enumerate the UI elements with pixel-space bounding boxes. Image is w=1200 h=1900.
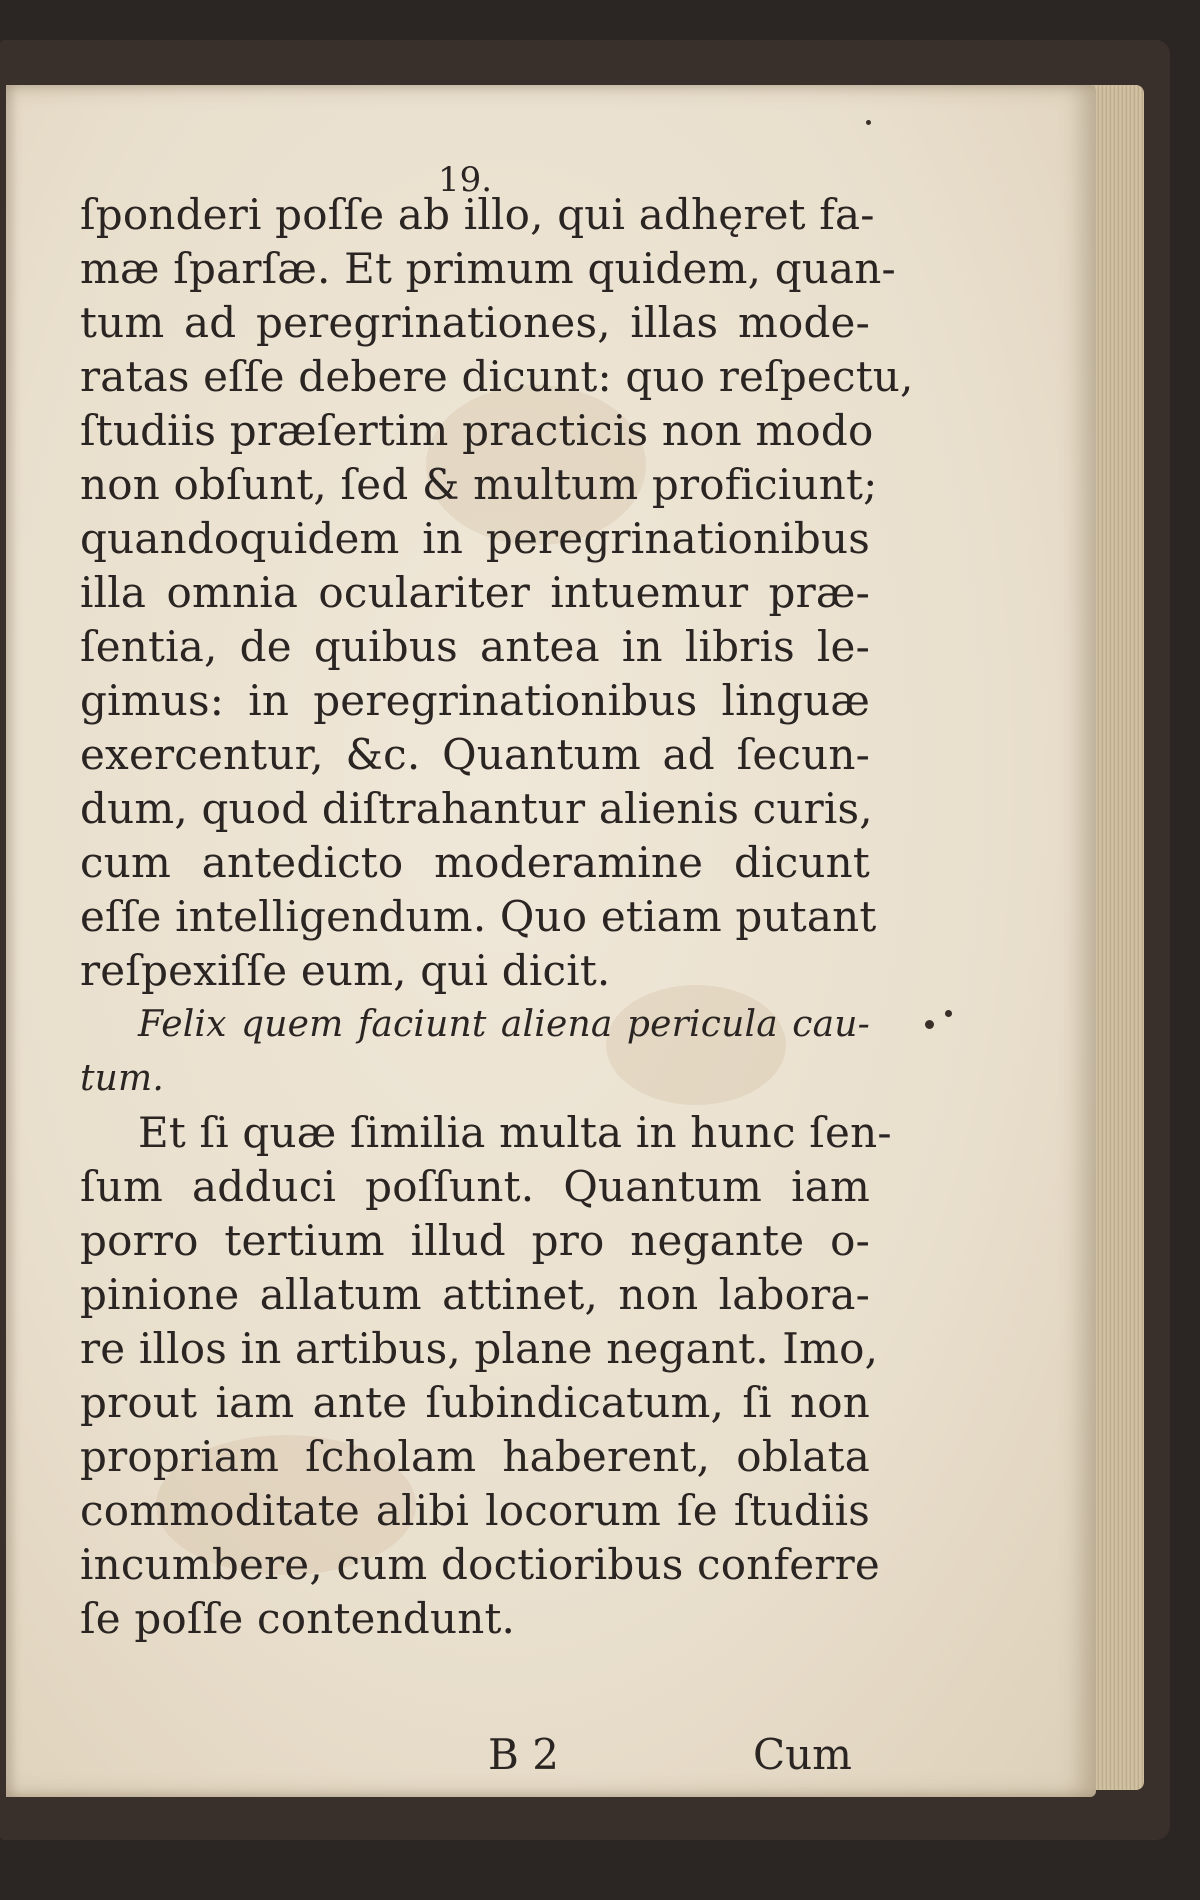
ink-speck [925, 1020, 934, 1029]
text-line: gimus: in peregrinationibus linguæ [80, 676, 870, 725]
text-line: porro tertium illud pro negante o- [80, 1216, 870, 1265]
text-line: ſponderi poſſe ab illo, qui adhęret fa- [80, 190, 875, 239]
text-line: Et ſi quæ ſimilia multa in hunc ſen- [138, 1108, 892, 1157]
text-line: quandoquidem in peregrinationibus [80, 514, 870, 563]
ink-speck [866, 120, 871, 125]
verse-line: Felix quem faciunt aliena pericula cau- [138, 1004, 870, 1045]
text-line: tum ad peregrinationes, illas mode- [80, 298, 870, 347]
text-line: prout iam ante ſubindicatum, ſi non [80, 1378, 870, 1427]
text-line: ſentia, de quibus antea in libris le- [80, 622, 870, 671]
text-line: ſtudiis præſertim practicis non modo [80, 406, 874, 455]
text-line: exercentur, &c. Quantum ad ſecun- [80, 730, 870, 779]
text-line: dum, quod diſtrahantur alienis curis, [80, 784, 873, 833]
text-line: ratas eſſe debere dicunt: quo reſpectu, [80, 352, 914, 401]
text-line: propriam ſcholam haberent, oblata [80, 1432, 870, 1481]
text-line: incumbere, cum doctioribus conferre [80, 1540, 880, 1589]
verse-line: tum. [80, 1058, 165, 1099]
catchword: Cum [753, 1730, 853, 1779]
text-line: non obſunt, ſed & multum proficiunt; [80, 460, 878, 509]
text-line: pinione allatum attinet, non labora- [80, 1270, 870, 1319]
text-line: cum antedicto moderamine dicunt [80, 838, 870, 887]
body-text [80, 188, 914, 1646]
text-line: mæ ſparſæ. Et primum quidem, quan- [80, 244, 896, 293]
text-line: commoditate alibi locorum ſe ſtudiis [80, 1486, 870, 1535]
text-line: reſpexiſſe eum, qui dicit. [80, 946, 611, 995]
folio-number: 19. [438, 160, 493, 200]
text-line: ſe poſſe contendunt. [80, 1594, 516, 1643]
text-line: illa omnia oculariter intuemur præ- [80, 568, 870, 617]
text-line: eſſe intelligendum. Quo etiam putant [80, 892, 877, 941]
text-line: ſum adduci poſſunt. Quantum iam [80, 1162, 870, 1211]
text-line: re illos in artibus, plane negant. Imo, [80, 1324, 879, 1373]
signature-mark: B 2 [488, 1730, 559, 1779]
ink-speck [945, 1010, 952, 1017]
